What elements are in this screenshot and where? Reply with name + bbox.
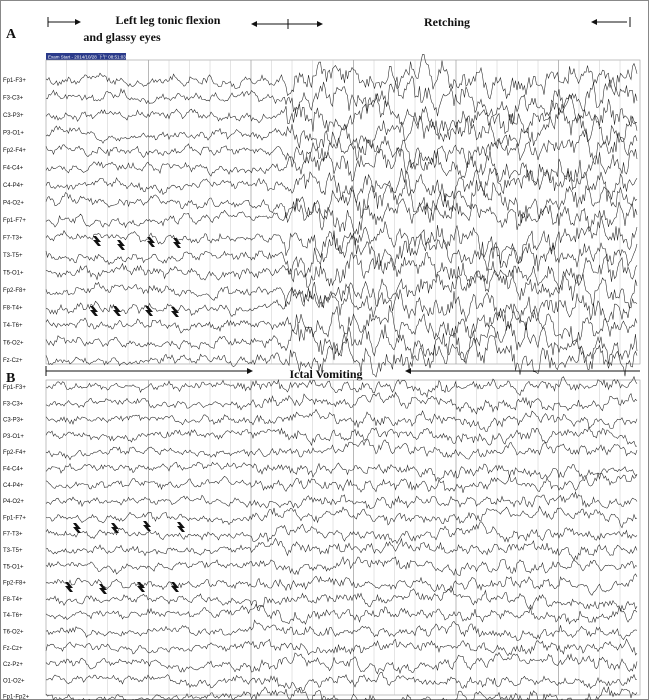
channel-label: P4-O2+ bbox=[3, 499, 24, 506]
eeg-trace bbox=[46, 94, 637, 140]
eeg-trace bbox=[46, 286, 637, 323]
eeg-trace bbox=[46, 427, 637, 446]
panel-b-time-grid bbox=[67, 380, 621, 695]
spike-arrow-icon bbox=[93, 236, 101, 246]
eeg-trace bbox=[46, 557, 637, 576]
channel-label: P3-O1+ bbox=[3, 433, 24, 440]
spike-arrow-icon bbox=[171, 582, 179, 592]
panel-b-eeg-traces bbox=[46, 377, 637, 700]
eeg-trace bbox=[46, 216, 637, 265]
channel-label: T4-T6+ bbox=[3, 613, 23, 620]
eeg-trace bbox=[46, 639, 637, 656]
eeg-trace bbox=[46, 54, 637, 99]
eeg-trace bbox=[46, 492, 637, 509]
channel-label: P3-O1+ bbox=[3, 130, 24, 137]
eeg-trace bbox=[46, 129, 637, 170]
channel-label: P4-O2+ bbox=[3, 200, 24, 207]
channel-label: F4-C4+ bbox=[3, 165, 24, 172]
channel-label: F8-T4+ bbox=[3, 596, 23, 603]
panel-b bbox=[3, 366, 640, 700]
channel-label: Fp2-F4+ bbox=[3, 450, 26, 457]
channel-label: F3-C3+ bbox=[3, 401, 24, 408]
spike-arrow-icon bbox=[99, 584, 107, 594]
eeg-trace bbox=[46, 231, 637, 278]
channel-label: Fp2-F8+ bbox=[3, 288, 26, 294]
spike-arrow-icon bbox=[73, 523, 81, 533]
panel-a-header-text: Exam Start - 2014/10/28 下午 08:51:03 bbox=[48, 54, 126, 60]
eeg-trace bbox=[46, 473, 637, 493]
channel-label: Fz-Cz+ bbox=[3, 645, 23, 652]
spike-arrow-icon bbox=[137, 582, 145, 592]
eeg-trace bbox=[46, 522, 637, 544]
eeg-trace bbox=[46, 653, 637, 674]
channel-label: F8-T4+ bbox=[3, 305, 23, 312]
channel-label: Cz-Pz+ bbox=[3, 662, 23, 669]
channel-label: T6-O2+ bbox=[3, 629, 24, 636]
channel-label: Fp1-F7+ bbox=[3, 218, 26, 224]
channel-label: Fz-Cz+ bbox=[3, 358, 23, 364]
panel-b-annotation-vomiting: Ictal Vomiting bbox=[289, 367, 363, 381]
channel-label: T4-T6+ bbox=[3, 323, 23, 329]
eeg-trace bbox=[46, 620, 637, 641]
channel-label: F3-C3+ bbox=[3, 95, 24, 102]
channel-label: F7-T3+ bbox=[3, 235, 23, 242]
channel-label: F7-T3+ bbox=[3, 531, 23, 538]
panel-a-annotation-line2: and glassy eyes bbox=[83, 30, 161, 44]
channel-label: Fp1-F3+ bbox=[3, 78, 26, 84]
channel-label: C3-P3+ bbox=[3, 417, 24, 424]
channel-label: O1-O2+ bbox=[3, 678, 25, 685]
eeg-trace bbox=[46, 604, 637, 624]
channel-label: F4-C4+ bbox=[3, 466, 24, 473]
eeg-trace bbox=[46, 506, 637, 527]
channel-label: Fp2-F4+ bbox=[3, 148, 26, 154]
channel-label: T6-O2+ bbox=[3, 340, 24, 347]
eeg-trace bbox=[46, 252, 637, 292]
panel-a-annotation-retching: Retching bbox=[424, 15, 470, 29]
panel-b-channel-labels bbox=[3, 385, 30, 700]
channel-label: T3-T5+ bbox=[3, 548, 23, 554]
eeg-trace bbox=[46, 440, 637, 460]
spike-arrow-icon bbox=[113, 306, 121, 316]
channel-label: C4-P4+ bbox=[3, 183, 24, 189]
channel-label: C3-P3+ bbox=[3, 113, 24, 119]
eeg-trace bbox=[46, 179, 637, 223]
spike-arrow-icon bbox=[171, 307, 179, 317]
spike-arrow-icon bbox=[90, 306, 98, 316]
panel-a bbox=[3, 13, 640, 377]
panel-a-annotation-line1: Left leg tonic flexion bbox=[115, 13, 221, 27]
channel-label: T5-O1+ bbox=[3, 270, 24, 277]
eeg-trace bbox=[46, 409, 637, 431]
channel-label: C4-P4+ bbox=[3, 482, 24, 489]
channel-label: T3-T5+ bbox=[3, 253, 23, 259]
eeg-trace bbox=[46, 462, 637, 481]
panel-b-letter: B bbox=[6, 371, 16, 386]
panel-a-time-grid bbox=[67, 60, 621, 364]
spike-arrow-icon bbox=[143, 521, 151, 531]
channel-label: Fp1-F3+ bbox=[3, 385, 26, 391]
eeg-trace bbox=[46, 76, 637, 124]
channel-label: Fp2-F8+ bbox=[3, 580, 26, 587]
panel-a-eeg-traces bbox=[46, 54, 637, 377]
panel-a-channel-labels bbox=[3, 78, 26, 364]
panel-b-recording-area bbox=[46, 380, 640, 695]
eeg-trace bbox=[46, 392, 637, 414]
spike-arrow-icon bbox=[177, 522, 185, 532]
eeg-trace bbox=[46, 687, 637, 700]
panel-a-letter: A bbox=[6, 27, 17, 42]
eeg-trace bbox=[46, 589, 637, 611]
channel-label: T5-O1+ bbox=[3, 564, 24, 571]
spike-arrow-icon bbox=[111, 523, 119, 533]
channel-label: Fp1-F7+ bbox=[3, 515, 26, 522]
eeg-trace bbox=[46, 672, 637, 691]
eeg-trace bbox=[46, 148, 637, 184]
spike-arrow-icon bbox=[117, 240, 125, 250]
spike-arrow-icon bbox=[65, 582, 73, 592]
eeg-trace bbox=[46, 574, 637, 595]
eeg-trace bbox=[46, 538, 637, 560]
channel-label: Fp1-Fp2+ bbox=[3, 694, 30, 700]
